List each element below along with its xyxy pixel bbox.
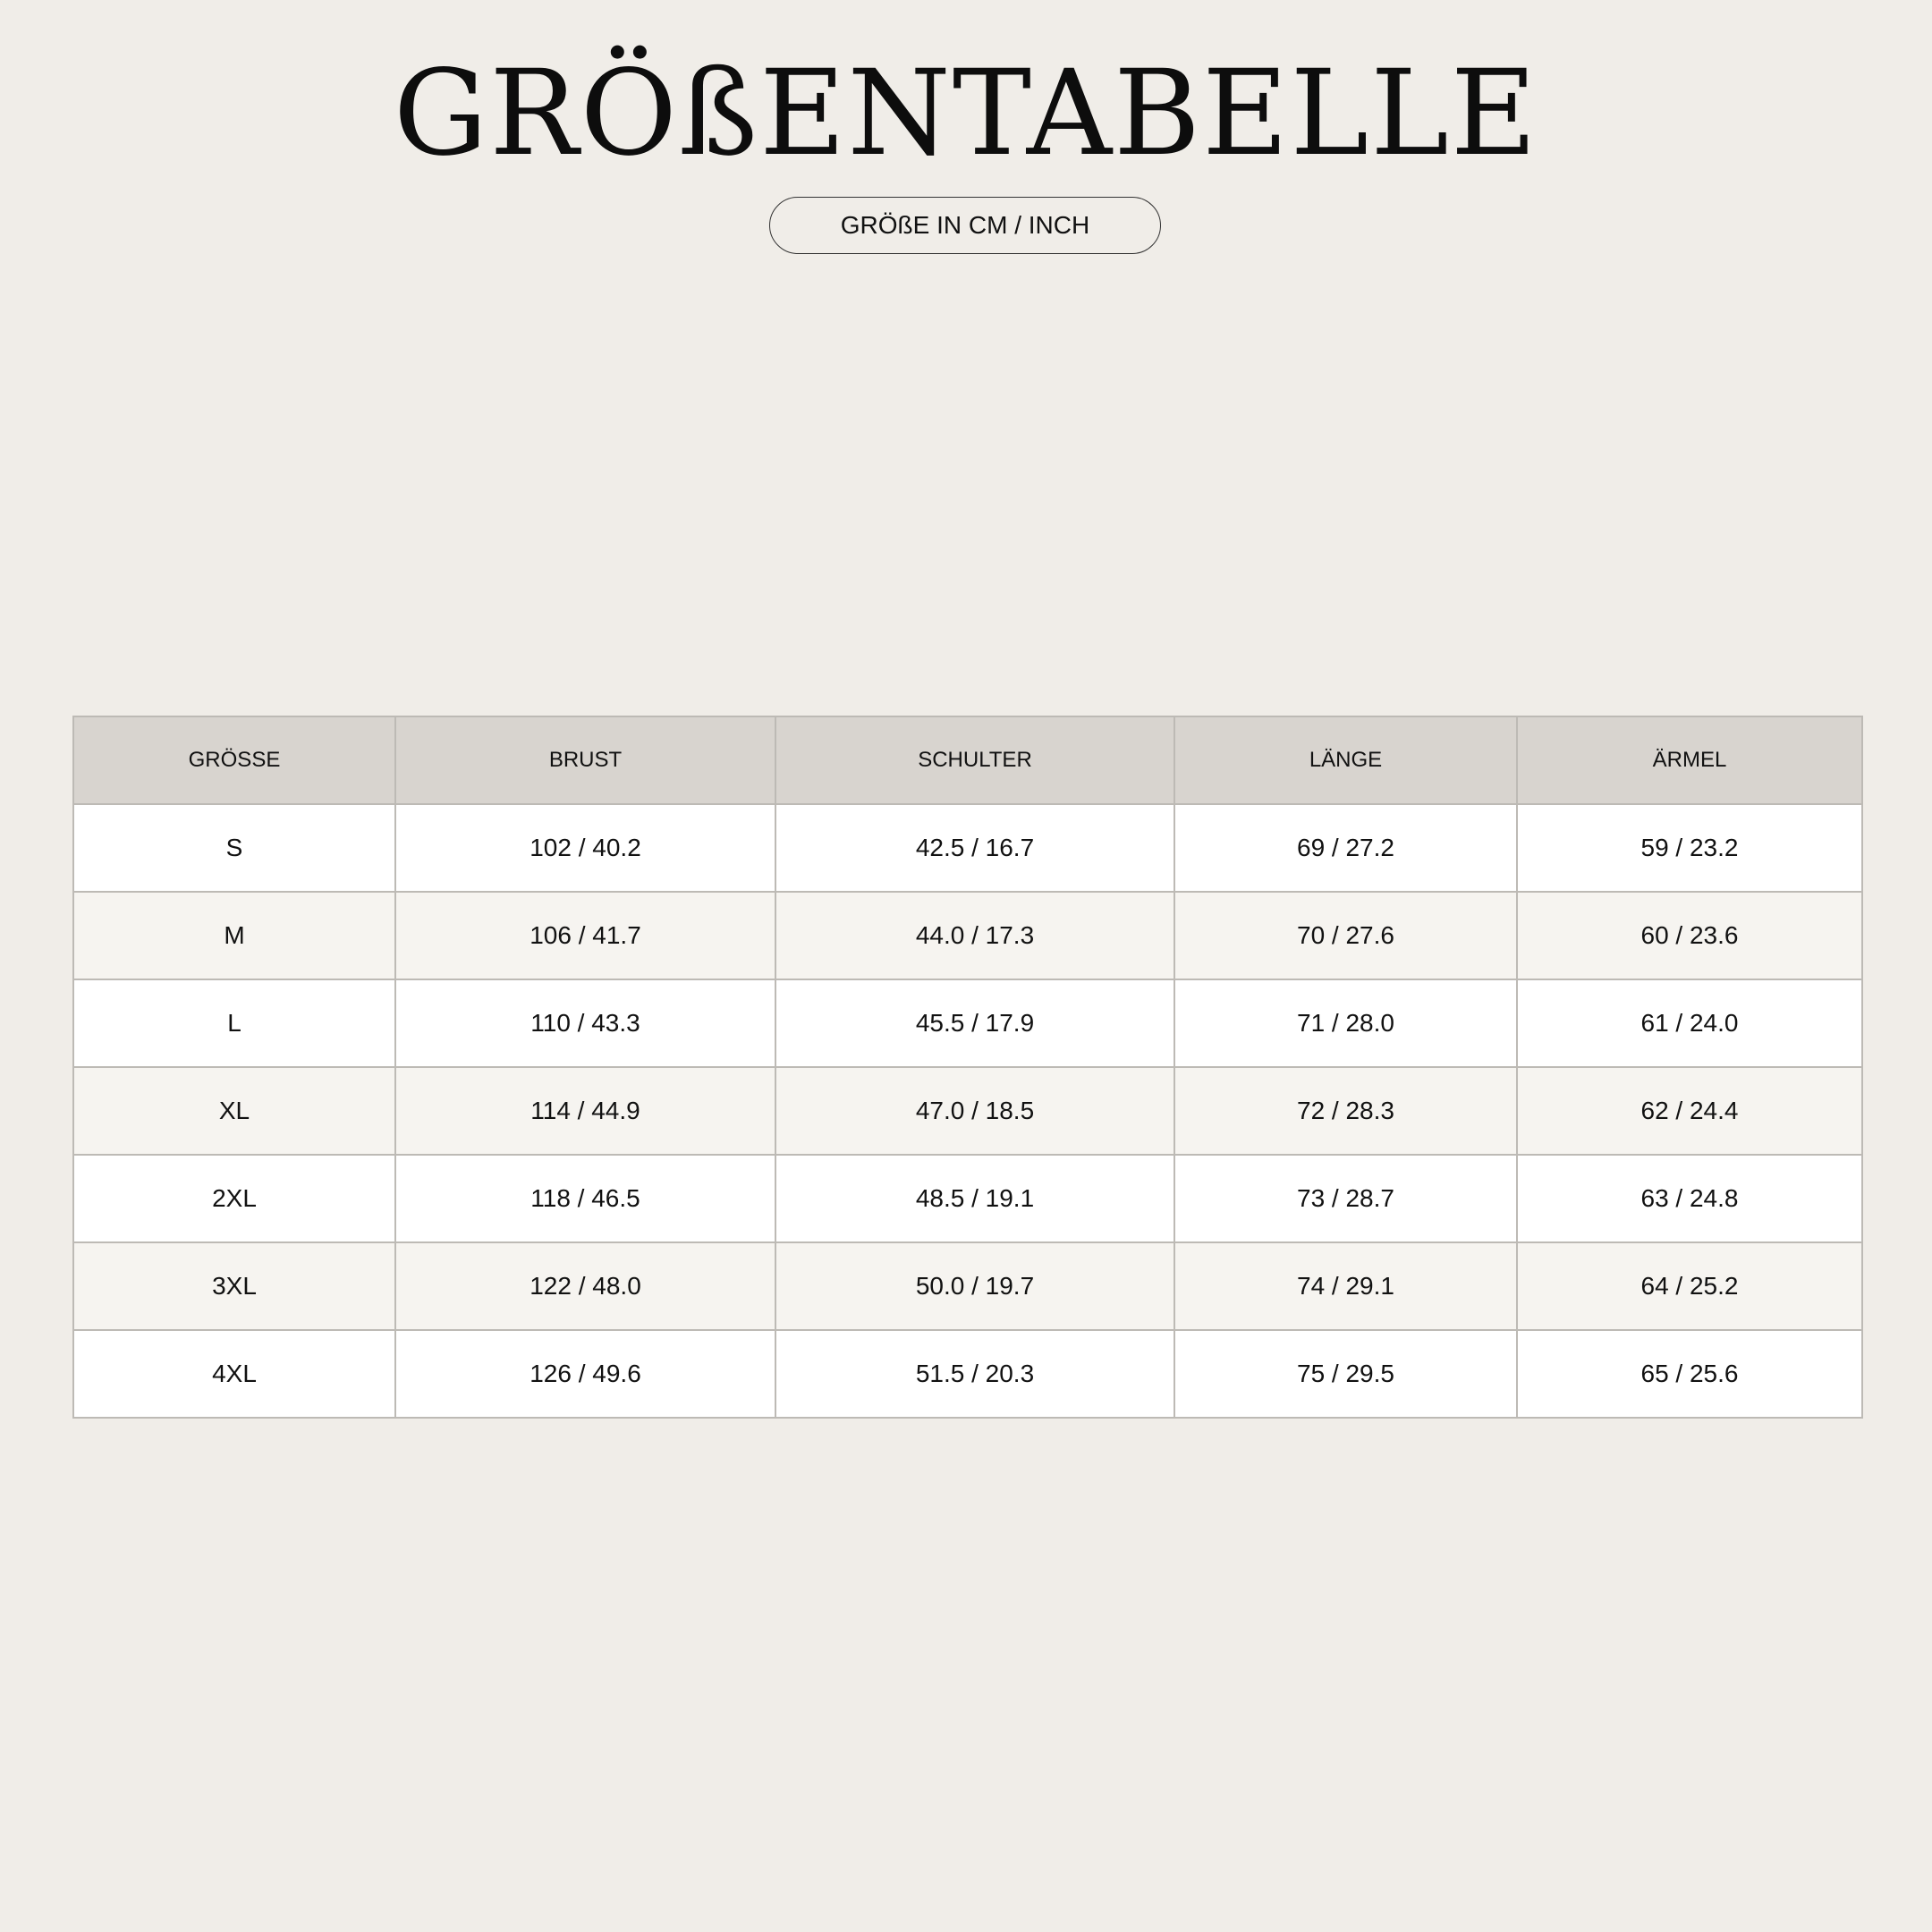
table-header-row [73, 716, 1862, 804]
table-cell-sleeve: 65 / 25.6 [1517, 1330, 1862, 1418]
table-cell-length: 70 / 27.6 [1174, 892, 1517, 979]
table-cell-length: 75 / 29.5 [1174, 1330, 1517, 1418]
table-row [73, 1242, 1862, 1330]
table-cell-shoulder: 44.0 / 17.3 [775, 892, 1174, 979]
table-cell-chest: 110 / 43.3 [395, 979, 775, 1067]
table-cell-sleeve: 62 / 24.4 [1517, 1067, 1862, 1155]
table-row [73, 892, 1862, 979]
page-title: GRÖßENTABELLE [393, 45, 1539, 182]
table-cell-length: 74 / 29.1 [1174, 1242, 1517, 1330]
table-cell-length: 72 / 28.3 [1174, 1067, 1517, 1155]
table-cell-size: XL [73, 1067, 395, 1155]
table-cell-size: M [73, 892, 395, 979]
size-table [72, 716, 1863, 1419]
column-header-sleeve: ÄRMEL [1517, 716, 1862, 804]
table-cell-size: 3XL [73, 1242, 395, 1330]
table-cell-chest: 106 / 41.7 [395, 892, 775, 979]
table-cell-chest: 118 / 46.5 [395, 1155, 775, 1242]
table-cell-chest: 114 / 44.9 [395, 1067, 775, 1155]
table-cell-sleeve: 59 / 23.2 [1517, 804, 1862, 892]
table-cell-chest: 126 / 49.6 [395, 1330, 775, 1418]
table-cell-chest: 102 / 40.2 [395, 804, 775, 892]
table-cell-shoulder: 48.5 / 19.1 [775, 1155, 1174, 1242]
table-cell-size: 2XL [73, 1155, 395, 1242]
table-cell-length: 73 / 28.7 [1174, 1155, 1517, 1242]
column-header-chest: BRUST [395, 716, 775, 804]
table-cell-shoulder: 47.0 / 18.5 [775, 1067, 1174, 1155]
table-cell-shoulder: 45.5 / 17.9 [775, 979, 1174, 1067]
table-cell-length: 69 / 27.2 [1174, 804, 1517, 892]
table-cell-shoulder: 42.5 / 16.7 [775, 804, 1174, 892]
column-header-length: LÄNGE [1174, 716, 1517, 804]
table-cell-size: L [73, 979, 395, 1067]
table-cell-sleeve: 64 / 25.2 [1517, 1242, 1862, 1330]
table-row [73, 979, 1862, 1067]
table-cell-sleeve: 63 / 24.8 [1517, 1155, 1862, 1242]
table-cell-shoulder: 51.5 / 20.3 [775, 1330, 1174, 1418]
table-cell-sleeve: 61 / 24.0 [1517, 979, 1862, 1067]
unit-label-badge: GRÖßE IN CM / INCH [769, 197, 1161, 254]
table-row [73, 804, 1862, 892]
table-cell-size: 4XL [73, 1330, 395, 1418]
column-header-size: GRÖSSE [73, 716, 395, 804]
table-row [73, 1067, 1862, 1155]
table-cell-shoulder: 50.0 / 19.7 [775, 1242, 1174, 1330]
table-cell-sleeve: 60 / 23.6 [1517, 892, 1862, 979]
column-header-shoulder: SCHULTER [775, 716, 1174, 804]
table-row [73, 1330, 1862, 1418]
table-cell-length: 71 / 28.0 [1174, 979, 1517, 1067]
table-row [73, 1155, 1862, 1242]
table-cell-size: S [73, 804, 395, 892]
table-cell-chest: 122 / 48.0 [395, 1242, 775, 1330]
